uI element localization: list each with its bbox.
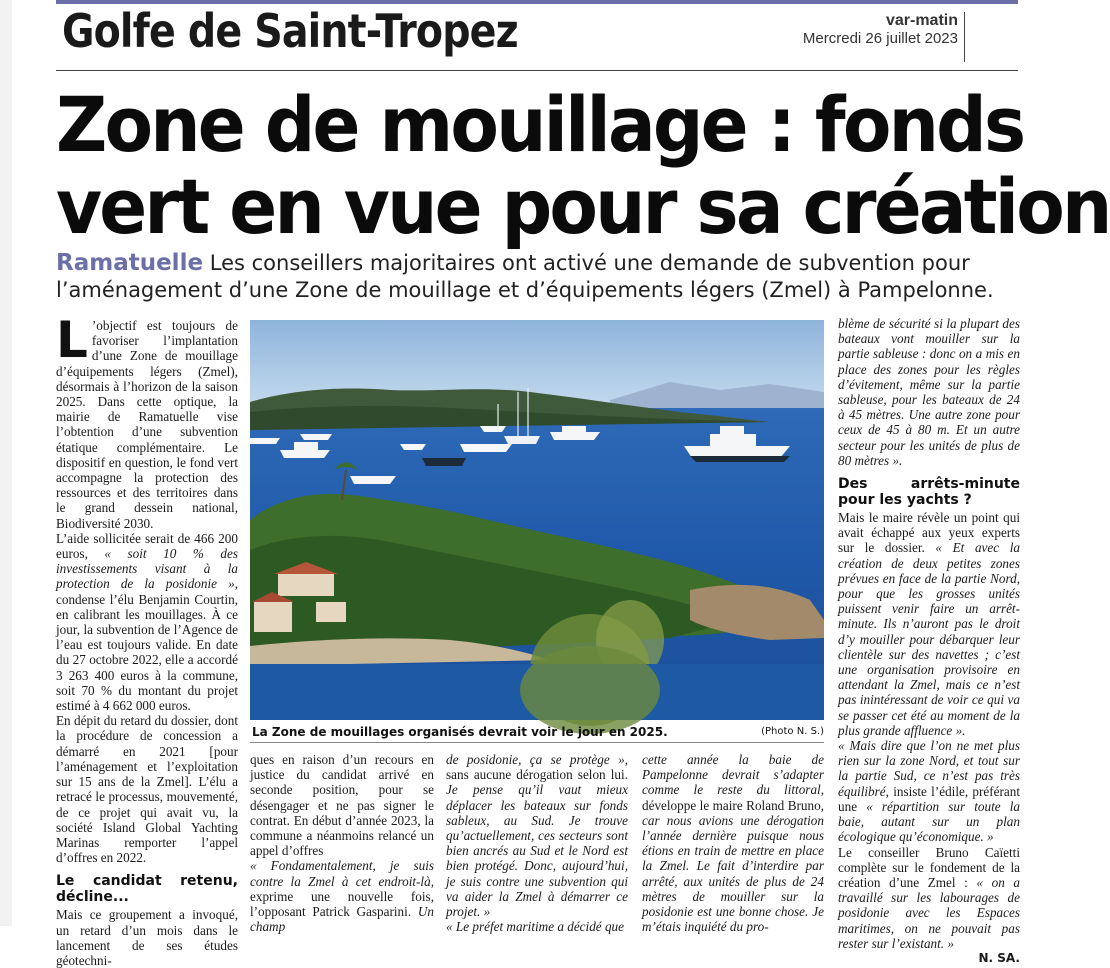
- bay-photo-illustration: [250, 320, 824, 720]
- quote: car nous avions une dérogation l’année dernière puisque nous étions en train de mettre en place la Zmel. Le fait d’interdire par arrêté, aux unités de plus de 24 mètres de mouiller sur la posidonie est une bonne chose. Je m’étais inquiété du pro-: [642, 812, 824, 935]
- paper-name: var-matin: [885, 12, 958, 29]
- article-column-4: [642, 752, 824, 934]
- article-column-1: [56, 311, 238, 968]
- drop-cap: L: [56, 311, 88, 369]
- article-photo: [250, 320, 824, 720]
- paper-info: [803, 12, 958, 47]
- quote: « soit 10 % des investissements visant à la protection de la posidonie »: [56, 546, 238, 592]
- paragraph: L’aide sollicitée serait de 466 200 euros,: [56, 530, 238, 562]
- article-lead: [56, 250, 1026, 304]
- header-rule: [56, 70, 1018, 71]
- article-column-3: [446, 752, 628, 934]
- article-headline: [56, 80, 1110, 251]
- location-label: Ramatuelle: [56, 250, 204, 276]
- article-column-5: [838, 316, 1020, 966]
- quote: « Fondamentalement, je suis contre la Zmel à cet endroit-là,: [250, 858, 434, 889]
- quote: « Mais dire que l’on ne met plus rien sur la zone Nord, et tout sur la partie Sud, ce n’est pas très équilibré,: [838, 738, 1020, 799]
- quote: Je pense qu’il vaut mieux déplacer les bateaux sur fonds sableux, au Sud. Je trouve qu’actuellement, ces secteurs sont bien ancrés au Sud et le Nord est bien protégé. Donc, aujourd’hui, je suis contre une subvention qui va aider la Zmel à démarrer ce projet. »: [446, 782, 628, 920]
- paragraph: Mais ce groupement a invoqué, un retard d’un mois dans le lancement de ses études géotechni-: [56, 907, 238, 968]
- page-margin: [0, 0, 12, 926]
- subheading: Le candidat retenu, décline...: [56, 873, 238, 906]
- quote: cette année la baie de Pampelonne devrait s’adapter comme le reste du littoral,: [642, 752, 824, 798]
- paragraph: ques en raison d’un recours en justice du candidat arrivé en seconde position, pour se désengager et ne pas signer le contrat. En début d’année 2023, la commune a néanmoins relancé un appel d’offres: [250, 752, 434, 859]
- paragraph: , condense l’élu Benjamin Courtin, en calibrant les mouillages. À ce jour, la subvention de l’Agence de l’eau est toujours valide. En date du 27 octobre 2022, elle a accordé 3 263 400 euros à la commune, soit 70 % du montant du projet estimé à 4 662 000 euros.: [56, 576, 238, 714]
- headline-line-2: vert en vue pour sa création: [56, 162, 1110, 251]
- paragraph: ’objectif est toujours de favoriser l’implantation d’une Zone de mouillage d’équipements légers (Zmel), désormais à l’horizon de la saison 2025. Dans cette optique, la mairie de Ramatuelle vise l’obtention d’une subvention étatique complémentaire. Le dispositif en question, le fond vert accompagne la protection des ressources et des territoires dans le grand dessein national, Biodiversité 2030.: [56, 318, 238, 531]
- paragraph: Mais le maire révèle un point qui avait échappé aux yeux experts sur le dossier.: [838, 510, 1020, 556]
- quote: « répartition sur toute la baie, autant sur un plan écologique qu’économique. »: [838, 798, 1020, 845]
- header-divider: [964, 12, 965, 62]
- photo-credit: (Photo N. S.): [761, 726, 824, 737]
- paragraph: Le conseiller Bruno Caïetti complète sur le fondement de la création d’une Zmel :: [838, 844, 1020, 890]
- paper-date: Mercredi 26 juillet 2023: [802, 30, 958, 47]
- quote: « Et avec la création de deux petites zones prévues en face de la partie Nord, pour que les grosses unités puissent venir faire un arrêt-minute. Ils n’auront pas le droit d’y mouiller pour débarquer leur clientèle sur des navettes ; c’est une organisation provisoire en attendant la Zmel, mais ce n’est pas inintéressant de voir ce qui va se passer cet été au moment de la plus grande affluence ».: [838, 540, 1020, 738]
- lead-text: Les conseillers majoritaires ont activé une demande de subvention pour l’aménagement d’une Zone de mouillage et d’équipements légers (Zmel) à Pampelonne.: [56, 251, 994, 302]
- photo-caption: La Zone de mouillages organisés devrait voir le jour en 2025.: [252, 725, 668, 739]
- paragraph: , sans aucune dérogation selon lui.: [446, 752, 628, 783]
- quote: « Le préfet maritime a décidé que: [446, 919, 624, 935]
- quote: blème de sécurité si la plupart des bateaux vont mouiller sur la partie sableuse : donc on a mis en place des zones pour les règles d’évitement, même sur la partie sableuse, pour les bateaux de 24 à 45 mètres. Une autre zone pour ceux de 45 à 80 m. Et un autre secteur pour les unités de plus de 80 mètres ».: [838, 316, 1020, 468]
- headline-line-1: Zone de mouillage : fonds: [56, 80, 1024, 169]
- article-column-2: [250, 752, 434, 934]
- paragraph: insiste l’édile, préférant une: [838, 783, 1020, 814]
- quote: « on a travaillé sur les labourages de posidonie avec les Espaces maritimes, on ne pouvait pas rester sur l’existant. »: [838, 874, 1020, 951]
- paragraph: développe le maire Roland Bruno,: [642, 797, 824, 813]
- subheading: Des arrêts-minute pour les yachts ?: [838, 476, 1020, 509]
- quote: Un champ: [250, 904, 434, 935]
- author-signature: N. SA.: [978, 950, 1020, 965]
- paragraph: exprime une nouvelle fois, l’opposant Patrick Gasparini.: [250, 888, 434, 920]
- quote: de posidonie, ça se protège »: [446, 752, 625, 767]
- paragraph: En dépit du retard du dossier, dont la procédure de concession a démarré en 2021 [pour l’aménagement et l’exploitation sur 15 ans de la Zmel]. L’élu a retracé le processus, mouvementé, de ce projet qui avait vu, la société Island Global Yachting Marinas remporter l’appel d’offres en 2022.: [56, 713, 238, 866]
- section-rubric: Golfe de Saint-Tropez: [62, 4, 518, 58]
- caption-rule: [250, 742, 824, 743]
- photo-caption-bar: [250, 722, 824, 744]
